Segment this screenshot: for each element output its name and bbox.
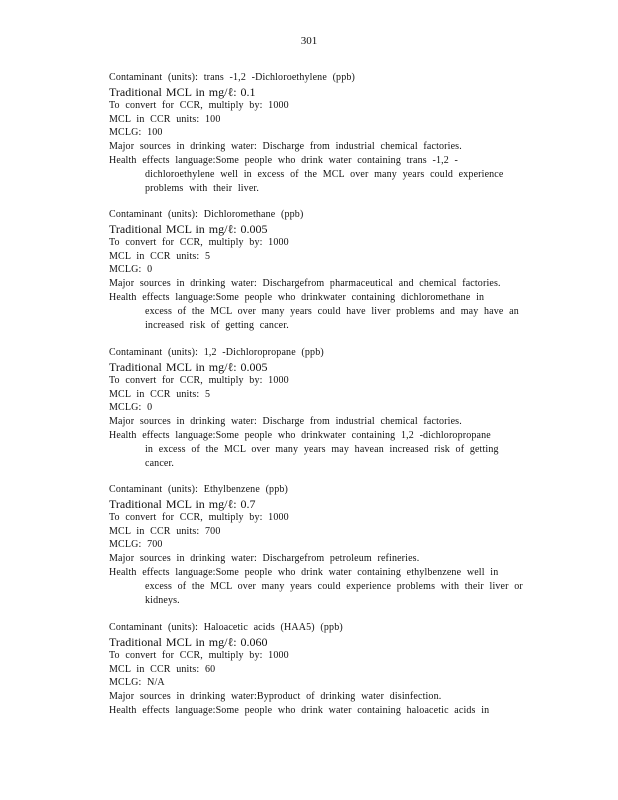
major-sources-line: Major sources in drinking water: Discharge from industrial chemical factories. [109, 416, 462, 428]
health-effects-continuation: increased risk of getting cancer. [145, 319, 289, 331]
major-sources-line: Major sources in drinking water: Dischargefrom pharmaceutical and chemical factories. [109, 278, 501, 290]
contaminant-line: Contaminant (units): Dichloromethane (ppb) [109, 209, 304, 220]
contaminant-entry-ethylbenzene [109, 483, 544, 607]
health-effects-continuation: cancer. [145, 457, 175, 469]
mclg-line: MCLG: 700 [109, 539, 163, 551]
convert-line: To convert for CCR, multiply by: 1000 [109, 649, 289, 661]
mclg-line: MCLG: N/A [109, 677, 165, 689]
health-effects-continuation: problems with their liver. [145, 182, 259, 194]
health-effects-continuation: excess of the MCL over many years could have liver problems and may have an [145, 305, 519, 317]
contaminant-entry-trans-dichloroethylene [109, 71, 544, 195]
convert-line: To convert for CCR, multiply by: 1000 [109, 99, 289, 111]
traditional-mcl-line: Traditional MCL in mg/ℓ: 0.1 [109, 84, 256, 99]
health-effects-line: Health effects language:Some people who drink water containing ethylbenzene well in [109, 566, 499, 578]
mclg-line: MCLG: 100 [109, 127, 163, 139]
mclg-line: MCLG: 0 [109, 402, 153, 414]
major-sources-line: Major sources in drinking water:Byproduct of drinking water disinfection. [109, 691, 442, 703]
health-effects-continuation: kidneys. [145, 594, 180, 606]
mcl-ccr-line: MCL in CCR units: 100 [109, 113, 221, 125]
traditional-mcl-line: Traditional MCL in mg/ℓ: 0.005 [109, 221, 268, 236]
major-sources-line: Major sources in drinking water: Discharge from industrial chemical factories. [109, 141, 462, 153]
mclg-line: MCLG: 0 [109, 264, 153, 276]
traditional-mcl-line: Traditional MCL in mg/ℓ: 0.005 [109, 359, 268, 374]
health-effects-line: Health effects language:Some people who drinkwater containing dichloromethane in [109, 291, 485, 303]
traditional-mcl-line: Traditional MCL in mg/ℓ: 0.7 [109, 496, 256, 511]
mcl-ccr-line: MCL in CCR units: 60 [109, 663, 216, 675]
traditional-mcl-line: Traditional MCL in mg/ℓ: 0.060 [109, 634, 268, 649]
contaminant-line: Contaminant (units): trans -1,2 -Dichloroethylene (ppb) [109, 72, 355, 83]
page-number: 301 [300, 35, 318, 47]
contaminant-line: Contaminant (units): Haloacetic acids (HAA5) (ppb) [109, 622, 343, 633]
health-effects-line: Health effects language:Some people who drink water containing trans -1,2 - [109, 154, 459, 166]
convert-line: To convert for CCR, multiply by: 1000 [109, 374, 289, 386]
convert-line: To convert for CCR, multiply by: 1000 [109, 511, 289, 523]
major-sources-line: Major sources in drinking water: Dischargefrom petroleum refineries. [109, 553, 420, 565]
contaminant-line: Contaminant (units): Ethylbenzene (ppb) [109, 484, 288, 495]
contaminant-entry-dichloromethane [109, 208, 544, 332]
mcl-ccr-line: MCL in CCR units: 5 [109, 388, 211, 400]
health-effects-line: Health effects language:Some people who drink water containing haloacetic acids in [109, 704, 490, 716]
convert-line: To convert for CCR, multiply by: 1000 [109, 236, 289, 248]
mcl-ccr-line: MCL in CCR units: 700 [109, 525, 221, 537]
health-effects-continuation: excess of the MCL over many years could experience problems with their liver or [145, 580, 523, 592]
contaminant-entry-haloacetic-acids [109, 621, 544, 718]
health-effects-continuation: dichloroethylene well in excess of the MCL over many years could experience [145, 168, 504, 180]
contaminant-entry-dichloropropane [109, 346, 544, 470]
health-effects-continuation: in excess of the MCL over many years may havean increased risk of getting [145, 443, 499, 455]
health-effects-line: Health effects language:Some people who drinkwater containing 1,2 -dichloropropane [109, 429, 491, 441]
mcl-ccr-line: MCL in CCR units: 5 [109, 250, 211, 262]
contaminant-line: Contaminant (units): 1,2 -Dichloropropane (ppb) [109, 347, 324, 358]
